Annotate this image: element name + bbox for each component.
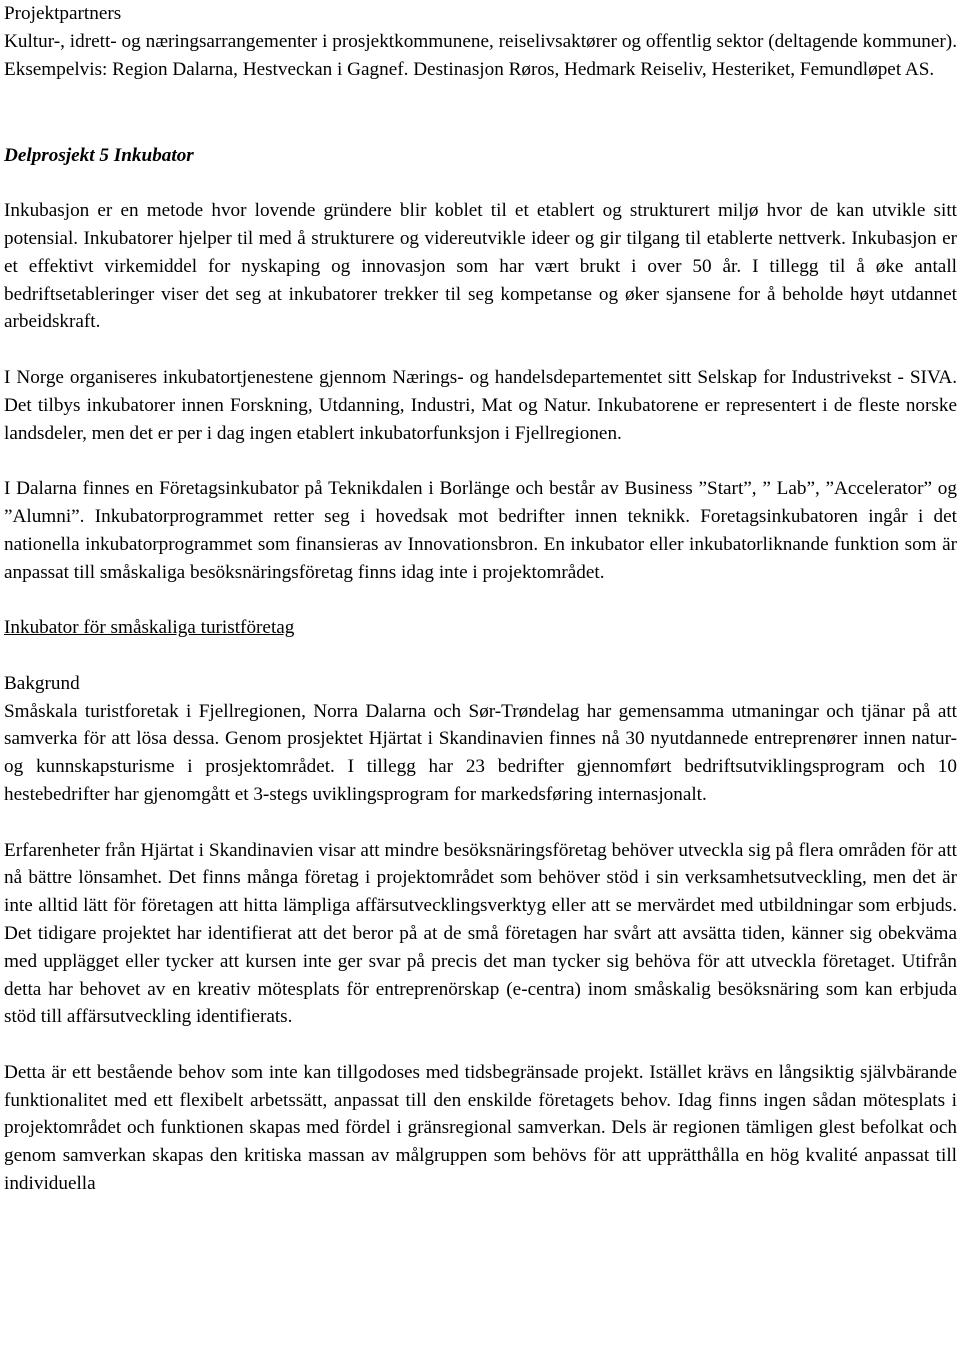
- paragraph-incubation-intro: Inkubasjon er en metode hvor lovende gründere blir koblet til et etablert og strukturert miljø hvor de kan utvikle sitt potensial. Inkubatorer hjelper til med å strukturere og videreutvikle ideer og gir tilgang til etablerte nettverk. Inkubasjon er et effektivt virkemiddel for nyskaping og innovasjon som har vært brukt i over 50 år. I tillegg til å øke antall bedriftsetableringer viser det seg at inkubatorer trekker til seg kompetanse og øker sjansene for å beholde høyt utdannet arbeidskraft.: [4, 200, 957, 333]
- document-page: [4, 0, 957, 1198]
- paragraph-norway-siva: I Norge organiseres inkubatortjenestene gjennom Nærings- og handelsdepartementet sitt Selskap for Industrivekst - SIVA. Det tilbys inkubatorer innen Forskning, Utdanning, Industri, Mat og Natur. Inkubatorene er representert i de fleste norske landsdeler, men det er per i dag ingen etablert inkubatorfunksjon i Fjellregionen.: [4, 366, 957, 444]
- paragraph-background: Småskala turistforetak i Fjellregionen, Norra Dalarna och Sør-Trøndelag har gemensamma utmaningar och tjänar på att samverka för att lösa dessa. Genom prosjektet Hjärtat i Skandinavien finnes nå 30 nyutdannede entreprenører innen natur- og kunnskapsturisme i prosjektområdet. I tillegg har 23 bedrifter gjennomført bedriftsutviklingsprogram och 10 hestebedrifter har gjenomgått et 3-stegs uviklingsprogram for markedsføring internasjonalt.: [4, 700, 957, 805]
- section-heading: Inkubator för småskaliga turistföretag: [4, 617, 295, 639]
- subproject-heading: Delprosjekt 5 Inkubator: [4, 145, 194, 167]
- paragraph-dalarna-incubator: I Dalarna finnes en Företagsinkubator på Teknikdalen i Borlänge och består av Business ”Start”, ” Lab”, ”Accelerator” og ”Alumni”. Inkubatorprogrammet retter seg i hovedsak mot bedrifter innen teknikk. Foretagsinkubatoren ingår i det nationella inkubatorprogrammet som finansieras av Innovationsbron. En inkubator eller inkubatorliknande funktion som är anpassat till småskaliga besöksnäringsföretag finns idag inte i projektområdet.: [4, 478, 957, 583]
- partners-text: Kultur-, idrett- og næringsarrangementer i prosjektkommunene, reiselivsaktører og offentlig sektor (deltagende kommuner). Eksempelvis: Region Dalarna, Hestveckan i Gagnef. Destinasjon Røros, Hedmark Reiseliv, Hesteriket, Femundløpet AS.: [4, 30, 957, 80]
- paragraph-experiences: Erfarenheter från Hjärtat i Skandinavien visar att mindre besöksnäringsföretag behöver utveckla sig på flera områden för att nå bättre lönsamhet. Det finns många företag i projektområdet som behöver stöd i sin verksamhetsutveckling, men det är inte alltid lätt för företagen att hitta lämpliga affärsutvecklingsverktyg eller att se mervärdet med utbildningar som erbjuds. Det tidigare projektet har identifierat att det beror på at de små företagen har svårt att avsätta tiden, känner sig obekväma med upplägget eller tycker att kursen inte ger svar på precis det man tycker sig behöva för att utveckla företaget. Utifrån detta har behovet av en kreativ mötesplats för entreprenörskap (e-centra) inom småskalig besöksnäring som kan erbjuda stöd till affärsutveckling identifierats.: [4, 839, 957, 1028]
- background-heading: Bakgrund: [4, 672, 80, 694]
- partners-heading: Projektpartners: [4, 3, 122, 24]
- paragraph-lasting-need: Detta är ett bestående behov som inte kan tillgodoses med tidsbegränsade projekt. Istället krävs en långsiktig självbärande funktionalitet med ett flexibelt arbetssätt, anpassat till den enskilde företagets behov. Idag finns ingen sådan mötesplats i projektområdet och funktionen skapas med fördel i gränsregional samverkan. Dels är regionen tämligen glest befolkat och genom samverkan skapas den kritiska massan av målgruppen som behövs för att upprätthålla en hög kvalité anpassat till individuella: [4, 1061, 957, 1195]
